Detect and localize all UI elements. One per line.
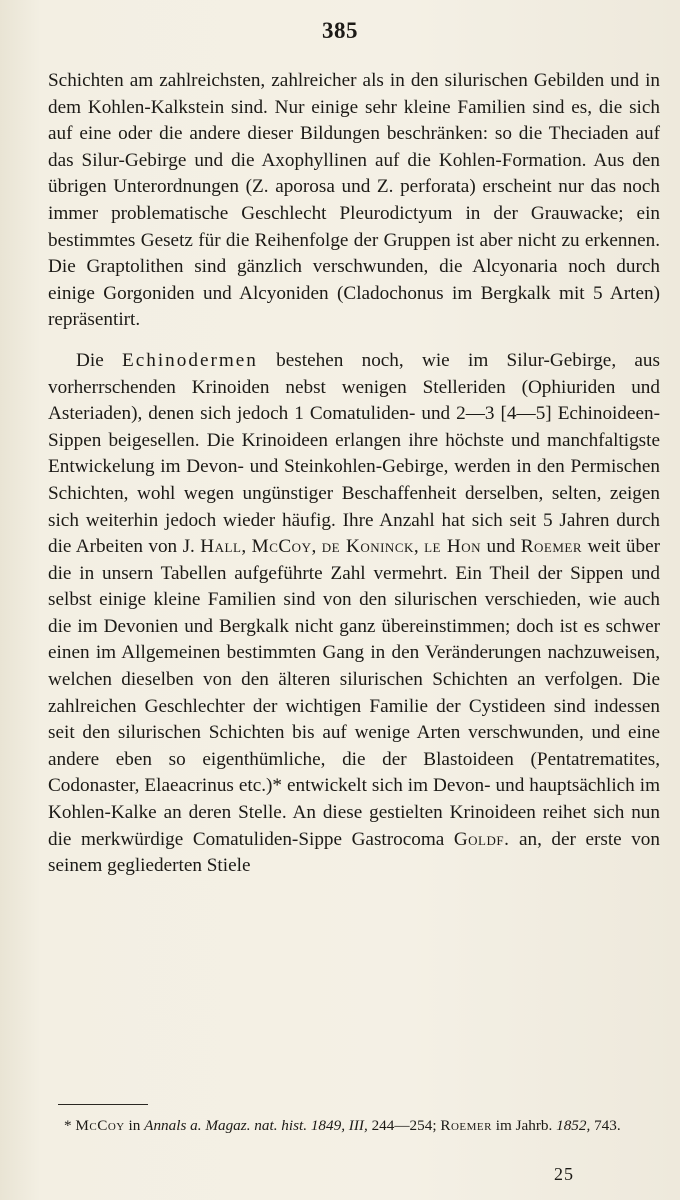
printer-signature: 25 bbox=[554, 1164, 574, 1184]
footnote-text: 244—254; bbox=[367, 1117, 441, 1134]
footnote-text: in bbox=[124, 1117, 145, 1134]
para2-seg1: bestehen noch, wie im Silur-Gebirge, aus vorherrschenden Krinoiden nebst wenigen Stelleriden (Ophiuriden und Asteriaden), denen sich jedoch 1 Comatuliden- und 2—3 [4—5] Echinoideen-Sippen beigesellen. Die Krinoideen erlangen ihre höchste und manchfaltigste Entwickelung im Devon- und Steinkohlen-Gebirge, werden in den Permischen Schichten, wohl wegen ungünstiger Beschaffenheit derselben, selten, zeigen sich weiterhin jedoch wieder häufig. Ihre Anzahl hat sich seit 5 Jahren durch die Arbeiten von J. bbox=[48, 349, 660, 558]
author-goldf: Goldf. bbox=[453, 828, 510, 850]
footnote-year: 1852, bbox=[556, 1117, 591, 1134]
main-text bbox=[48, 68, 660, 880]
footnote-author-roemer: Roemer bbox=[440, 1117, 492, 1134]
author-le-hon: le Hon bbox=[424, 536, 482, 558]
footnote-text: im Jahrb. bbox=[491, 1117, 557, 1134]
paragraph-2 bbox=[48, 348, 660, 880]
para2-seg3: an, der erste von seinem gegliederten Stiele bbox=[48, 828, 660, 877]
separator: , bbox=[413, 536, 425, 558]
footnote-mark: * bbox=[64, 1117, 76, 1134]
footnote bbox=[48, 1114, 660, 1138]
author-hall: Hall bbox=[200, 536, 242, 558]
para2-seg2: weit über die in unsern Tabellen aufgeführte Zahl vermehrt. Ein Theil der Sippen und selbst einige kleine Familien sind von den silurischen verschieden, wie auch die im Devonien und Bergkalk nicht ganz übereinstimmen; doch ist es schwer einen im Allgemeinen bestimmten Gang in den Veränderungen nachzuweisen, welchen dieselben von den älteren silurischen Schichten an verfolgen. Die zahlreichen Geschlechter der wichtigen Familie der Cystideen sind indessen seit den silurischen Schichten bis auf wenige Arten verschwunden, und eine andere eben so eigenthümliche, die der Blastoideen (Pentatrematites, Codonaster, Elaeacrinus etc.)* entwickelt sich im Devon- und hauptsächlich im Kohlen-Kalke an deren Stelle. An diese gestielten Krinoideen reihet sich nun die merkwürdige Comatuliden-Sippe Gastrocoma bbox=[48, 536, 661, 850]
para2-lead: Die bbox=[76, 349, 122, 371]
term-echinodermen: Echinodermen bbox=[122, 349, 258, 371]
footnote-divider bbox=[58, 1104, 148, 1105]
footnote-author-mccoy: McCoy bbox=[75, 1117, 125, 1134]
separator: , bbox=[241, 536, 252, 558]
footnote-journal: Annals a. Magaz. nat. hist. 1849, III, bbox=[144, 1117, 368, 1134]
footnote-text: 743. bbox=[590, 1117, 621, 1134]
page-number: 385 bbox=[322, 18, 358, 43]
author-mccoy: McCoy bbox=[251, 536, 312, 558]
author-de-koninck: de Koninck bbox=[321, 536, 414, 558]
separator: , bbox=[311, 536, 322, 558]
author-roemer: Roemer bbox=[520, 536, 583, 558]
separator: und bbox=[481, 536, 521, 558]
paragraph-1: Schichten am zahlreichsten, zahlreicher als in den silurischen Gebilden und in dem Kohlen-Kalkstein sind. Nur einige sehr kleine Familien sind es, die sich auf eine oder die andere dieser Bildungen beschränken: so die Theciaden auf das Silur-Gebirge und die Axophyllinen auf die Kohlen-Formation. Aus den übrigen Unterordnungen (Z. aporosa und Z. perforata) erscheint nur das noch immer problematische Geschlecht Pleurodictyum in der Grauwacke; ein bestimmtes Gesetz für die Reihenfolge der Gruppen ist aber nicht zu erkennen. Die Graptolithen sind gänzlich verschwunden, die Alcyonaria noch durch einige Gorgoniden und Alcyoniden (Cladochonus im Bergkalk mit 5 Arten) repräsentirt. bbox=[48, 70, 660, 331]
